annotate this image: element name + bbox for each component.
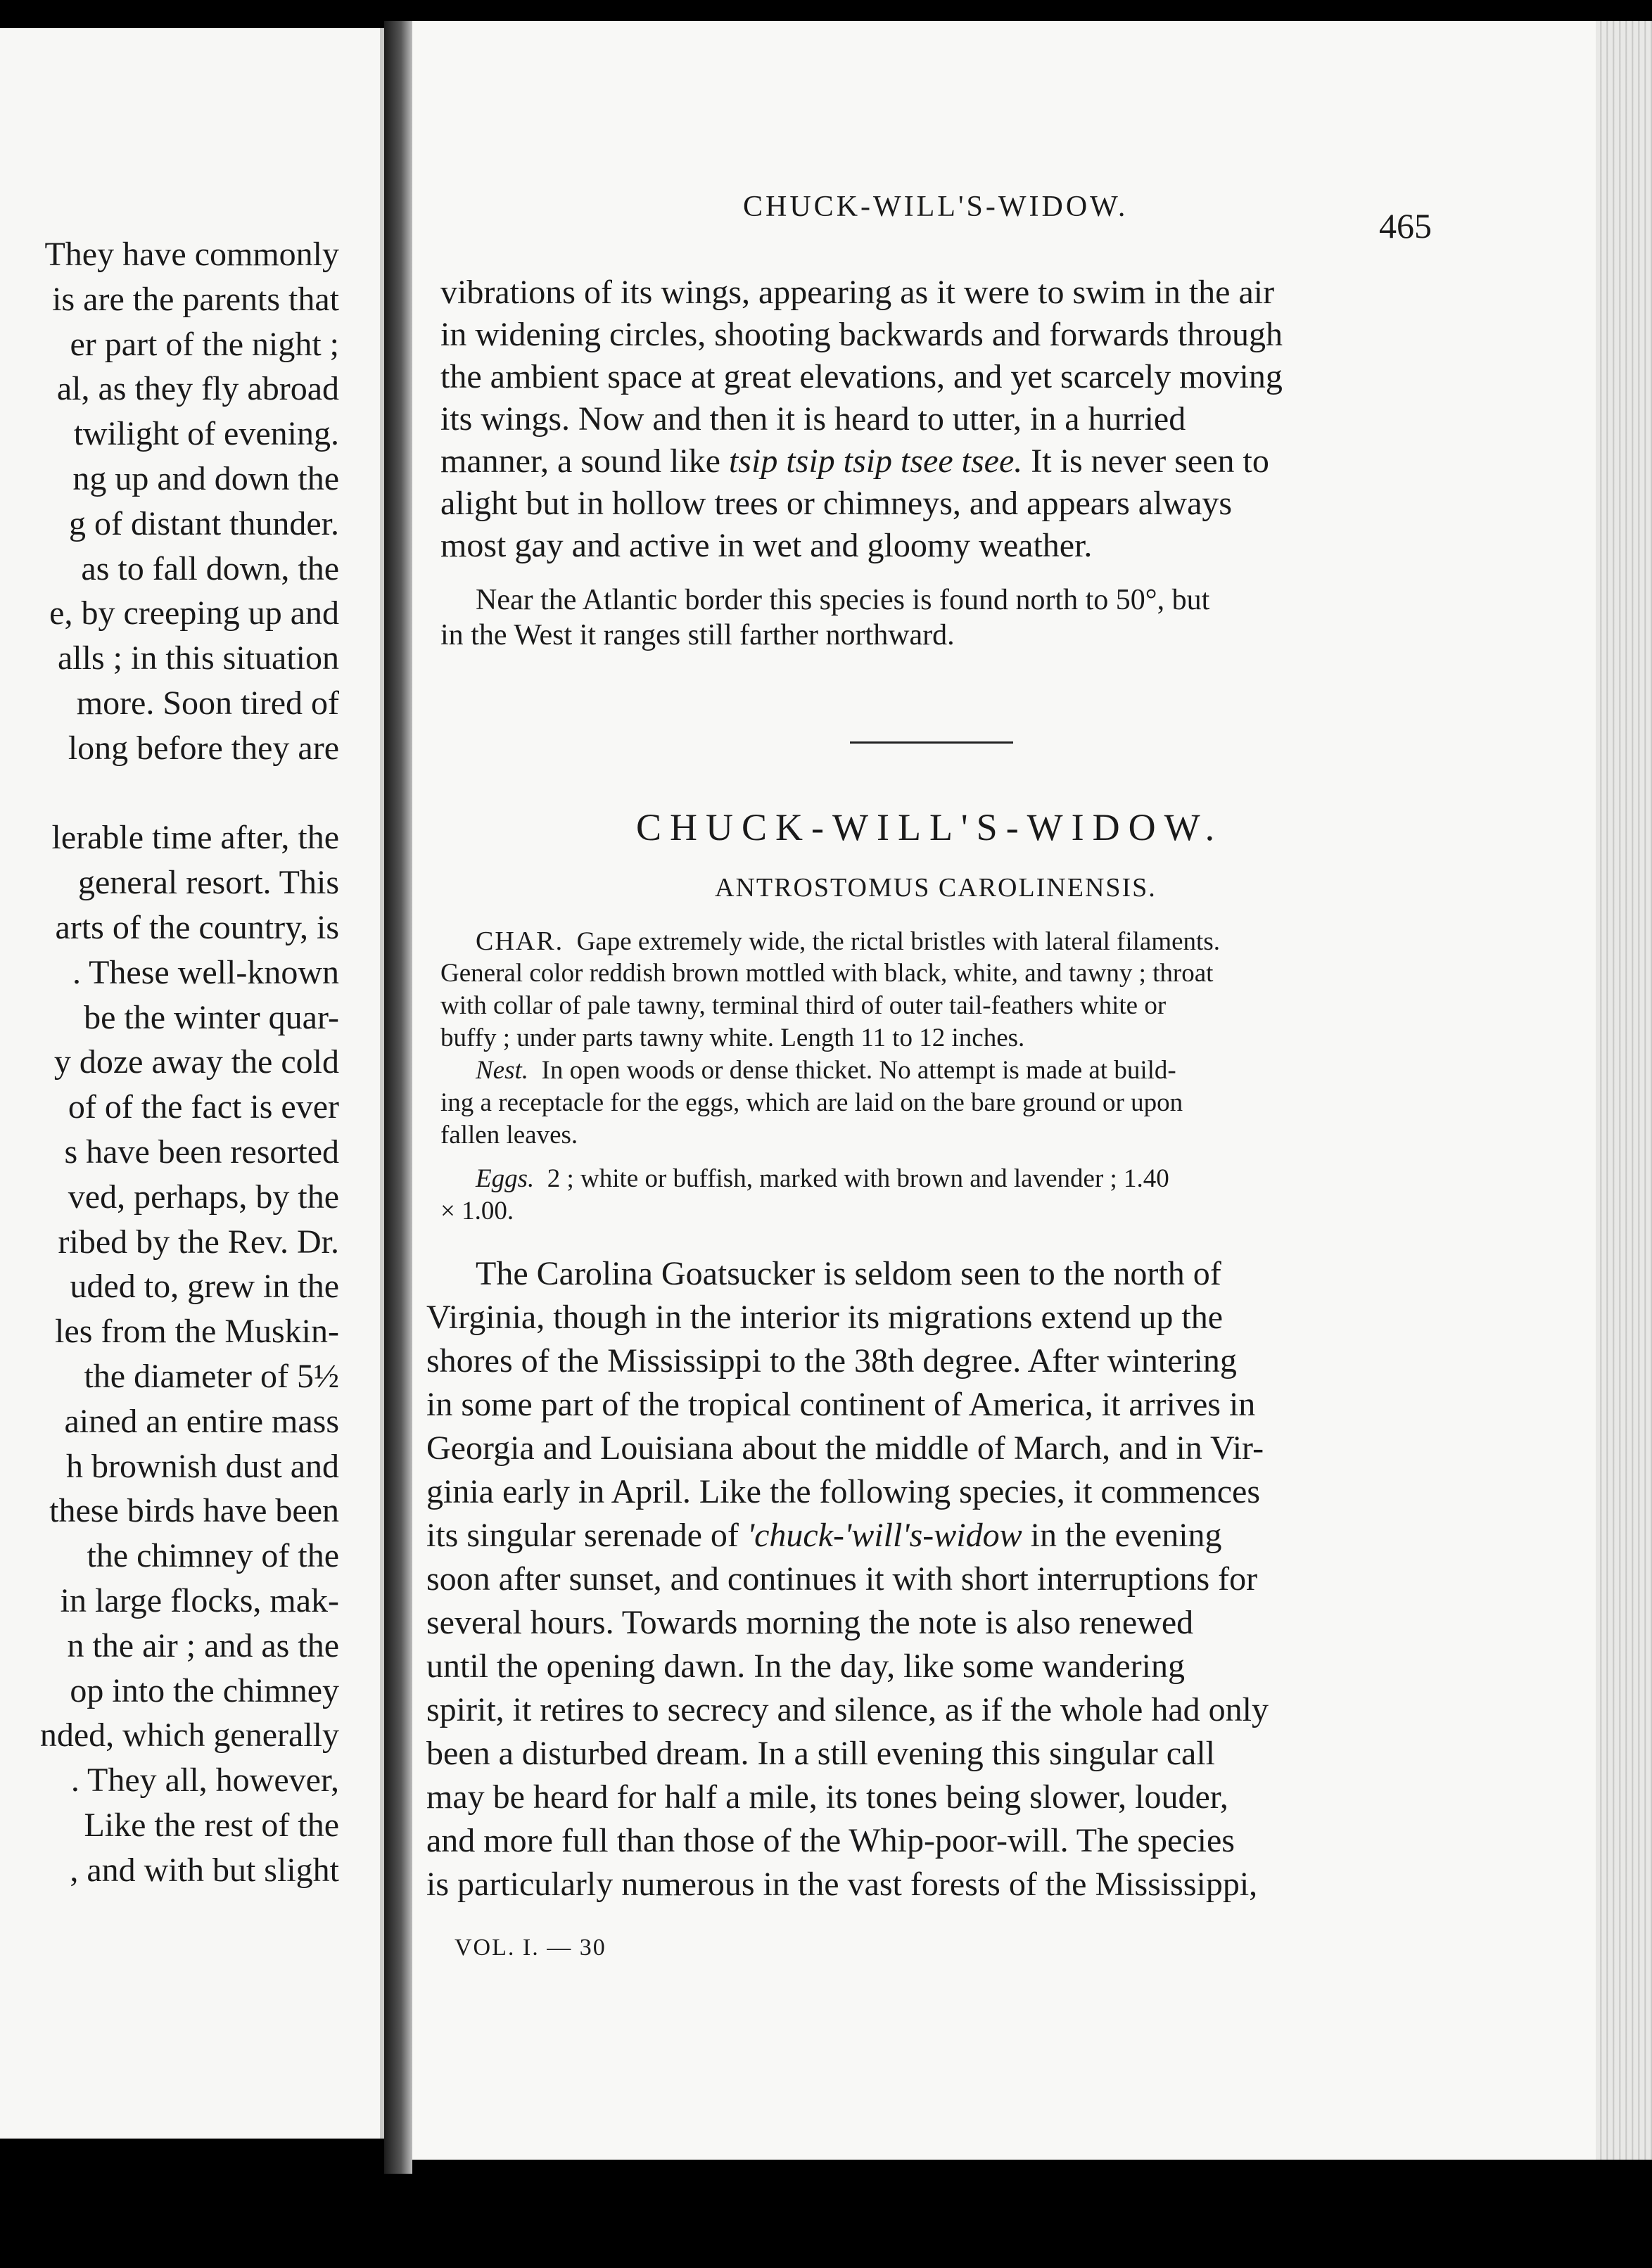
left-text-line: er part of the night ;	[70, 325, 339, 363]
text-line: ing a receptacle for the eggs, which are laid on the bare ground or upon	[440, 1088, 1183, 1117]
text-line: fallen leaves.	[440, 1121, 578, 1149]
text-line: in the West it ranges still farther northward.	[440, 619, 955, 651]
text-segment: its singular serenade of	[426, 1517, 747, 1554]
left-text-line: the chimney of the	[87, 1537, 339, 1575]
page-footer: VOL. I. — 30	[455, 1935, 606, 1961]
left-text-line: h brownish dust and	[66, 1447, 339, 1485]
left-text-line: g of distant thunder.	[69, 504, 339, 542]
nest-label: Nest.	[476, 1056, 529, 1085]
book-gutter	[384, 21, 412, 2174]
text-line: General color reddish brown mottled with black, white, and tawny ; throat	[440, 959, 1214, 988]
left-text-line: s have been resorted	[64, 1133, 339, 1171]
left-text-line: is are the parents that	[52, 280, 339, 318]
page-number: 465	[1379, 206, 1432, 246]
left-text-line: as to fall down, the	[81, 549, 339, 587]
text-line: shores of the Mississippi to the 38th degree. After wintering	[426, 1342, 1237, 1380]
left-text-line: . These well-known	[72, 953, 339, 991]
text-segment: in the evening	[1022, 1517, 1222, 1554]
nest-line	[476, 1055, 1176, 1087]
text-line: buffy ; under parts tawny white. Length 11 to 12 inches.	[440, 1024, 1025, 1052]
page-edges	[1596, 21, 1652, 2160]
text-line: Virginia, though in the interior its migrations extend up the	[426, 1299, 1224, 1336]
left-text-line: be the winter quar-	[84, 998, 339, 1036]
eggs-line	[476, 1163, 1169, 1195]
left-text-line: nded, which generally	[39, 1716, 339, 1754]
left-text-line: op into the chimney	[70, 1671, 339, 1709]
text-line: spirit, it retires to secrecy and silence, as if the whole had only	[426, 1691, 1269, 1728]
left-text-line: long before they are	[68, 729, 339, 767]
text-segment: Gape extremely wide, the rictal bristles with lateral filaments.	[576, 927, 1220, 956]
left-text-line: arts of the country, is	[55, 909, 339, 946]
text-line: may be heard for half a mile, its tones being slower, louder,	[426, 1778, 1228, 1816]
text-line: its wings. Now and then it is heard to utter, in a hurried	[440, 400, 1186, 438]
left-text-line: alls ; in this situation	[57, 639, 339, 677]
char-line	[476, 925, 1220, 958]
text-segment: manner, a sound like	[440, 442, 729, 480]
text-line: several hours. Towards morning the note is also renewed	[426, 1604, 1194, 1641]
text-line: ginia early in April. Like the following species, it commences	[426, 1473, 1261, 1510]
left-text-line: . They all, however,	[70, 1761, 339, 1799]
sound-italic: tsip tsip tsip tsee tsee.	[728, 442, 1023, 480]
left-text-line: the diameter of 5½	[84, 1358, 339, 1395]
text-line: vibrations of its wings, appearing as it were to swim in the air	[440, 274, 1275, 311]
left-text-line: twilight of evening.	[73, 415, 339, 453]
text-line: × 1.00.	[440, 1197, 514, 1225]
running-head: CHUCK-WILL'S-WIDOW.	[743, 191, 1129, 223]
left-text-line: y doze away the cold	[53, 1043, 339, 1081]
left-text-line: ribed by the Rev. Dr.	[58, 1223, 339, 1261]
left-text-line: general resort. This	[78, 864, 339, 902]
text-line: alight but in hollow trees or chimneys, and appears always	[440, 485, 1233, 522]
text-line: Near the Atlantic border this species is found north to 50°, but	[476, 584, 1210, 616]
text-line: in widening circles, shooting backwards and forwards through	[440, 316, 1283, 353]
left-text-line: ng up and down the	[72, 460, 339, 497]
text-line: been a disturbed dream. In a still evening this singular call	[426, 1735, 1216, 1772]
left-text-line: They have commonly	[44, 236, 339, 273]
left-text-line: more. Soon tired of	[76, 684, 339, 722]
text-segment: In open woods or dense thicket. No attempt is made at build-	[541, 1056, 1176, 1085]
text-line: soon after sunset, and continues it with short interruptions for	[426, 1560, 1258, 1598]
text-line: in some part of the tropical continent of America, it arrives in	[426, 1386, 1256, 1423]
left-text-line: lerable time after, the	[51, 819, 339, 857]
left-text-line: ved, perhaps, by the	[68, 1178, 339, 1216]
text-line-sound	[440, 440, 1269, 483]
text-line: The Carolina Goatsucker is seldom seen to the north of	[476, 1255, 1221, 1292]
left-text-line: les from the Muskin-	[55, 1313, 339, 1351]
text-line: is particularly numerous in the vast forests of the Mississippi,	[426, 1866, 1258, 1903]
section-title: CHUCK-WILL'S-WIDOW.	[636, 806, 1224, 848]
right-page	[412, 21, 1652, 2160]
text-line-call	[426, 1514, 1222, 1557]
section-divider	[850, 741, 1013, 744]
left-text-line: Like the rest of the	[84, 1807, 339, 1844]
call-italic: 'chuck-'will's-widow	[746, 1517, 1022, 1554]
left-text-line: of of the fact is ever	[68, 1088, 339, 1126]
text-line: Georgia and Louisiana about the middle of March, and in Vir-	[426, 1429, 1264, 1467]
text-line: until the opening dawn. In the day, like some wandering	[426, 1648, 1185, 1685]
text-line: and more full than those of the Whip-poor-will. The species	[426, 1822, 1235, 1859]
left-text-line: al, as they fly abroad	[56, 370, 339, 408]
left-page	[0, 28, 384, 2139]
latin-name: ANTROSTOMUS CAROLINENSIS.	[715, 873, 1157, 903]
left-text-line: e, by creeping up and	[49, 594, 339, 632]
text-line: the ambient space at great elevations, and yet scarcely moving	[440, 358, 1283, 395]
left-text-line: ained an entire mass	[64, 1402, 339, 1440]
text-segment: It is never seen to	[1022, 442, 1269, 480]
text-line: with collar of pale tawny, terminal third of outer tail-feathers white or	[440, 991, 1167, 1020]
left-text-line: these birds have been	[49, 1492, 339, 1530]
left-text-line: uded to, grew in the	[70, 1268, 339, 1306]
eggs-label: Eggs.	[476, 1164, 535, 1193]
text-segment: 2 ; white or buffish, marked with brown and lavender ; 1.40	[547, 1164, 1169, 1193]
text-line: most gay and active in wet and gloomy weather.	[440, 527, 1093, 564]
left-text-line: n the air ; and as the	[67, 1626, 339, 1664]
left-text-line: , and with but slight	[70, 1851, 339, 1889]
left-text-line: in large flocks, mak-	[60, 1582, 339, 1619]
char-label: CHAR.	[476, 926, 564, 956]
